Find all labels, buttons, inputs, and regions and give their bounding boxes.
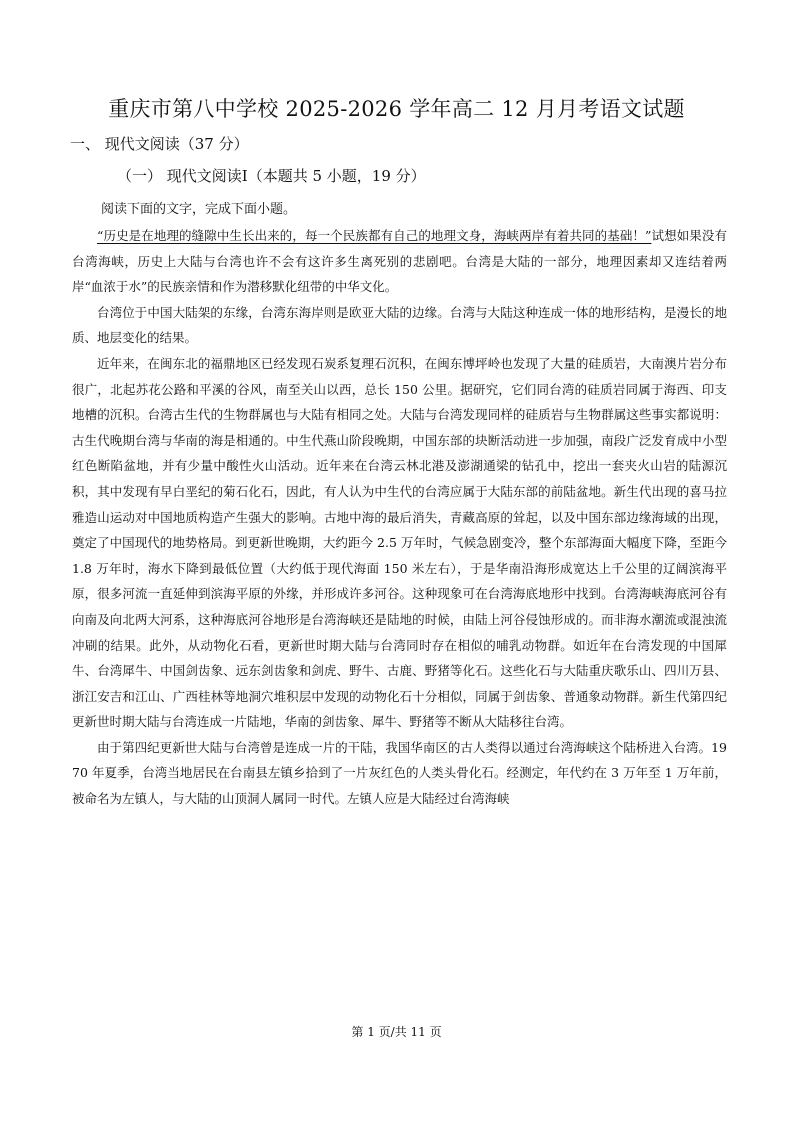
page-number-footer: 第 1 页/共 11 页 (351, 1025, 442, 1039)
passage-paragraph (72, 300, 727, 351)
paragraph-text: 由于第四纪更新世大陆与台湾曾是连成一片的干陆，我国华南区的古人类得以通过台湾海峡这个陆桥进入台湾。1970 年夏季，台湾当地居民在台南县左镇乡拾到了一片灰红色的人类头骨化石。经测定，年代约在 3 万年至 1 万年前，被命名为左镇人，与大陆的山顶洞人属同一时代。左镇人应是大陆经过台湾海峡 (72, 739, 727, 807)
passage-paragraph (72, 223, 727, 300)
passage-paragraph (72, 351, 727, 735)
passage-paragraph (72, 735, 727, 812)
document-title: 重庆市第八中学校 2025-2026 学年高二 12 月月考语文试题 (108, 97, 685, 121)
section-heading: 一、 现代文阅读（37 分） (70, 135, 249, 153)
paragraph-text: 试想如果没有台湾海峡，历史上大陆与台湾也许不会有这许多生离死别的悲剧吧。台湾是大陆的一部分，地理因素却又连结着两岸“血浓于水”的民族亲情和作为潜移默化纽带的中华文化。 (72, 228, 727, 295)
passage-body (72, 223, 727, 812)
paragraph-text: 近年来，在闽东北的福鼎地区已经发现石炭系复理石沉积，在闽东博坪岭也发现了大量的硅质岩，大南澳片岩分布很广，北起苏花公路和平溪的谷风，南至关山以西，总长 150 公里。据研究，它们同台湾的硅质岩同属于海西、印支地槽的沉积。台湾古生代的生物群属也与大陆有相同之处。大陆与台湾发现同样的硅质岩与生物群属这些事实都说明：古生代晚期台湾与华南的海是相通的。中生代燕山阶段晚期，中国东部的块断活动进一步加强，南段广泛发育成中小型红色断陷盆地，并有少量中酸性火山活动。近年来在台湾云林北港及澎湖通梁的钻孔中，挖出一套夹火山岩的陆源沉积，其中发现有早白垩纪的菊石化石，因此，有人认为中生代的台湾应属于大陆东部的前陆盆地。新生代出现的喜马拉雅造山运动对中国地质构造产生强大的影响。古地中海的最后消失，青藏高原的耸起，以及中国东部边缘海域的出现，奠定了中国现代的地势格局。到更新世晚期，大约距今 2.5 万年时，气候急剧变冷，整个东部海面大幅度下降，至距今 1.8 万年时，海水下降到最低位置（大约低于现代海面 150 米左右），于是华南沿海形成宽达上千公里的辽阔滨海平原，很多河流一直延伸到滨海平原的外缘，并形成许多河谷。这种现象可在台湾海底地形中找到。台湾海峡海底河谷有向南及向北两大河系，这种海底河谷地形是台湾海峡还是陆地的时候，由陆上河谷侵蚀形成的。而非海水潮流或混浊流冲刷的结果。此外，从动物化石看，更新世时期大陆与台湾同时存在相似的哺乳动物群。如近年在台湾发现的中国犀牛、台湾犀牛、中国剑齿象、远东剑齿象和剑虎、野牛、古鹿、野猪等化石。这些化石与大陆重庆歌乐山、四川万县、浙江安吉和江山、广西桂林等地洞穴堆积层中发现的动物化石十分相似，同属于剑齿象、普通象动物群。新生代第四纪更新世时期大陆与台湾连成一片陆地，华南的剑齿象、犀牛、野猪等不断从大陆移往台湾。 (72, 355, 727, 730)
underlined-quote: “历史是在地理的缝隙中生长出来的，每一个民族都有自己的地理文身，海峡两岸有着共同的基础！” (97, 228, 652, 243)
paragraph-text: 台湾位于中国大陆架的东缘，台湾东海岸则是欧亚大陆的边缘。台湾与大陆这种连成一体的地形结构，是漫长的地质、地层变化的结果。 (72, 304, 727, 346)
reading-instruction: 阅读下面的文字，完成下面小题。 (101, 202, 297, 217)
subsection-heading: （一） 现代文阅读Ⅰ（本题共 5 小题，19 分） (117, 167, 426, 185)
